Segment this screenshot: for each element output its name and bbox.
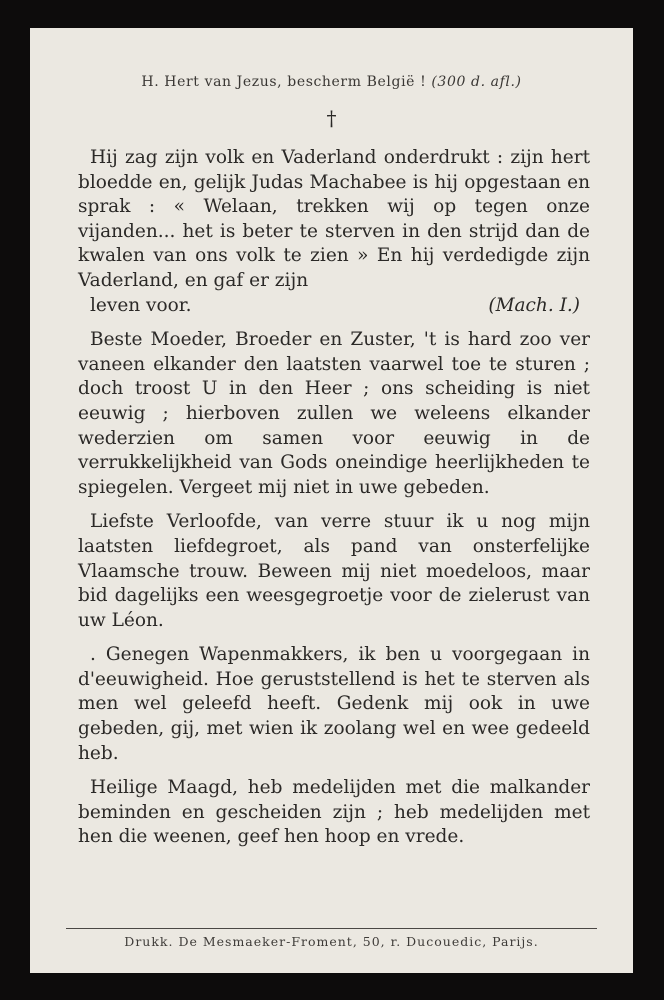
- bible-citation: (Mach. I.): [488, 294, 580, 316]
- indulgence-reference: (300 d. afl.): [431, 74, 522, 90]
- cross-icon: †: [326, 106, 337, 130]
- paragraph-fatherland-end-line: [78, 294, 590, 319]
- paragraph-comrades: . Genegen Wapenmakkers, ik ben u voorgegaan in d'eeuwigheid. Hoe geruststellend is het te sterven als men wel geleefd heeft. Gedenk mij ook in uwe gebeden, gij, met wien ik zoolang wel en wee gedeeld heb.: [78, 644, 590, 764]
- paragraph-prayer: Heilige Maagd, heb medelijden met die malkander beminden en gescheiden zijn ; heb medelijden met hen die weenen, geef hen hoop en vrede.: [78, 777, 590, 848]
- card-paper: [30, 28, 633, 973]
- header-text: H. Hert van Jezus, bescherm België !: [141, 74, 427, 90]
- paragraph-fatherland-text: Hij zag zijn volk en Vaderland onderdrukt : zijn hert bloedde en, gelijk Judas Machabee is hij opgestaan en sprak : « Welaan, trekken wij op tegen onze vijanden... het is beter te sterven in den strijd dan de kwalen van ons volk te zien » En hij verdedigde zijn Vaderland, en gaf er zijn: [78, 147, 590, 291]
- header-invocation: [30, 74, 633, 90]
- card-text: [78, 146, 590, 860]
- footer-divider: [66, 928, 597, 929]
- paragraph-fatherland-end: leven voor.: [90, 294, 192, 316]
- paragraph-family: Beste Moeder, Broeder en Zuster, 't is hard zoo ver vaneen elkander den laatsten vaarwel toe te sturen ; doch troost U in den Heer ; ons scheiding is niet eeuwig ; hierboven zullen we weleens elkander wederzien om samen voor eeuwig in de verrukkelijkheid van Gods oneindige heerlijkheden te spiegelen. Vergeet mij niet in uwe gebeden.: [78, 329, 590, 498]
- paragraph-fiancee: Liefste Verloofde, van verre stuur ik u nog mijn laatsten liefdegroet, als pand van onsterfelijke Vlaamsche trouw. Beween mij niet moedeloos, maar bid dagelijks een weesgegroetje voor de zielerust van uw Léon.: [78, 511, 590, 631]
- printer-imprint: Drukk. De Mesmaeker-Froment, 50, r. Ducouedic, Parijs.: [124, 934, 539, 949]
- paragraph-fatherland: [78, 146, 590, 318]
